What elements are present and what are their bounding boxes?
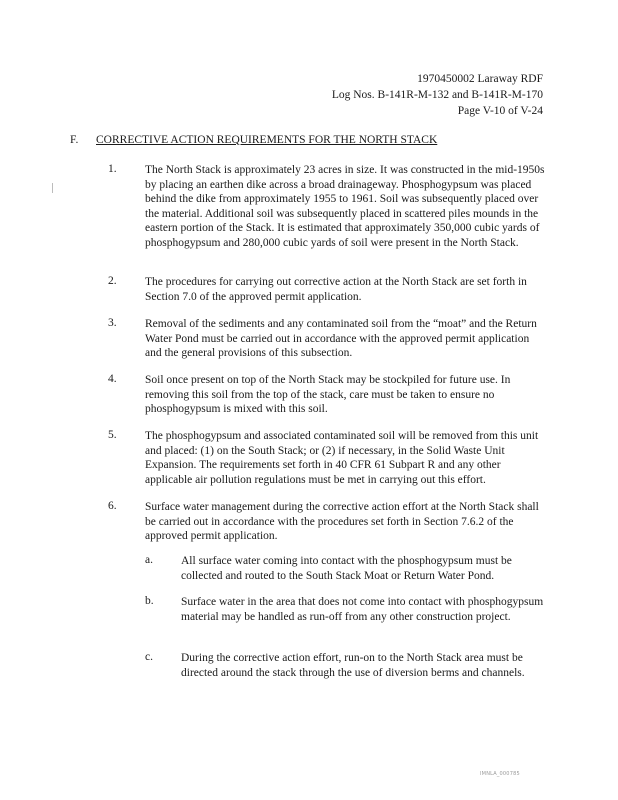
subitem-paragraph: During the corrective action effort, run-on to the North Stack area must be directed around the stack through the use of diversion berms and channels. [181,652,525,679]
item-paragraph: Surface water management during the corrective action effort at the North Stack shall be carried out in accordance with the procedures set forth in Section 7.6.2 of the approved permit application. [145,501,539,543]
header-log-numbers: Log Nos. B-141R-M-132 and B-141R-M-170 [331,89,543,101]
header-page-number: Page V-10 of V-24 [457,105,543,117]
item-number: 5. [108,429,117,441]
item-paragraph: The North Stack is approximately 23 acres in size. It was constructed in the mid-1950s by placing an earthen dike across a broad drainageway. Phosphogypsum was placed behind the dike from approximately 1955 to 1961. Soil was subsequently placed over the material. Additional soil was subsequently placed in scattered piles mounds in the eastern portion of the Stack. It is estimated that approximately 350,000 cubic yards of phosphogypsum and 280,000 cubic yards of soil were present in the North Stack. [145,164,545,249]
item-number: 4. [108,373,117,385]
subitem-paragraph: Surface water in the area that does not come into contact with phosphogypsum material may be handled as run-off from any other construction project. [181,596,544,623]
item-paragraph: Soil once present on top of the North Stack may be stockpiled for future use. In removing this soil from the top of the stack, care must be taken to ensure no phosphogypsum is mixed with this soil. [145,374,511,416]
item-paragraph: The procedures for carrying out corrective action at the North Stack are set forth in Section 7.0 of the approved permit application. [145,276,527,303]
item-number: 1. [108,163,117,175]
item-number: 3. [108,317,117,329]
section-title: CORRECTIVE ACTION REQUIREMENTS FOR THE NORTH STACK [96,134,438,146]
subitem-letter: b. [145,595,154,607]
section-letter: F. [70,134,79,146]
subitem-paragraph: All surface water coming into contact with the phosphogypsum must be collected and routed to the South Stack Moat or Return Water Pond. [181,555,512,582]
item-paragraph: Removal of the sediments and any contaminated soil from the “moat” and the Return Water Pond must be carried out in accordance with the approved permit application and the general provisions of this subsection. [145,318,537,360]
item-paragraph: The phosphogypsum and associated contaminated soil will be removed from this unit and placed: (1) on the South Stack; or (2) if necessary, in the Solid Waste Unit Expansion. The requirements set forth in 40 CFR 61 Subpart R and any other applicable air pollution regulations must be met in carrying out this effort. [145,430,539,486]
item-number: 6. [108,500,117,512]
scan-mark [52,183,53,193]
header-facility-id: 1970450002 Laraway RDF [417,73,543,85]
item-number: 2. [108,275,117,287]
subitem-letter: a. [145,554,153,566]
subitem-letter: c. [145,651,153,663]
bates-stamp: IMNLA_000785 [480,771,520,777]
